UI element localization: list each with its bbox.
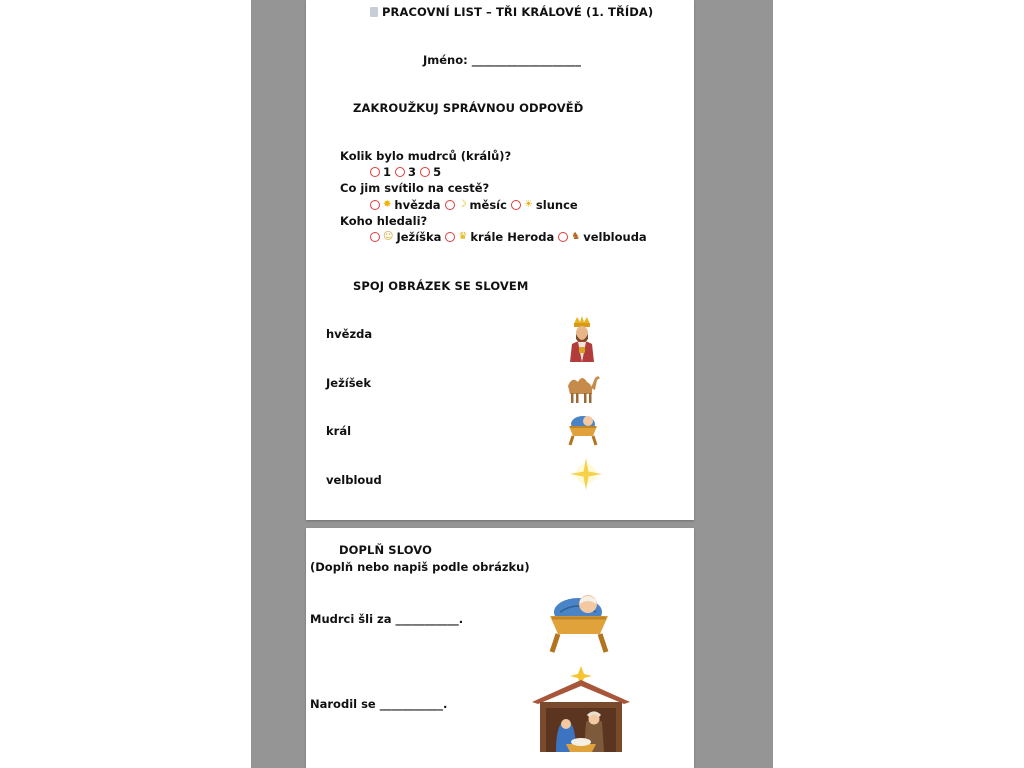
question-2: Co jim svítilo na cestě?	[340, 181, 490, 195]
circle-section-heading: ZAKROUŽKUJ SPRÁVNOU ODPOVĚĎ	[353, 101, 584, 115]
question-1: Kolik bylo mudrců (králů)?	[340, 149, 512, 163]
fill-line-1: Mudrci šli za ___________.	[310, 612, 464, 626]
worksheet-title: PRACOVNÍ LIST – TŘI KRÁLOVÉ (1. TŘÍDA)	[370, 5, 653, 19]
question-1-options	[370, 165, 441, 180]
circle-icon	[370, 200, 380, 210]
answer-option[interactable]: ☀ slunce	[511, 198, 578, 212]
crown-icon: ♛	[458, 231, 468, 242]
fill-section-heading: DOPLŇ SLOVO	[339, 543, 432, 557]
answer-option[interactable]: ☽ měsíc	[445, 198, 507, 212]
fill-section-subheading: (Doplň nebo napiš podle obrázku)	[310, 560, 530, 574]
answer-option[interactable]: 5	[420, 165, 441, 179]
circle-icon	[558, 232, 568, 242]
moon-icon: ☽	[457, 199, 467, 210]
circle-icon	[395, 167, 405, 177]
circle-icon	[445, 200, 455, 210]
match-section-heading: SPOJ OBRÁZEK SE SLOVEM	[353, 279, 529, 293]
answer-option[interactable]: ☺ Ježíška	[370, 230, 441, 244]
baby-icon: ☺	[383, 231, 394, 242]
manger-icon	[566, 412, 600, 446]
match-word: Ježíšek	[326, 376, 372, 390]
answer-option[interactable]: ✸ hvězda	[370, 198, 441, 212]
answer-option[interactable]: 1	[370, 165, 391, 179]
question-2-options	[370, 198, 578, 213]
star-icon: ✸	[383, 199, 392, 210]
document-icon	[370, 7, 378, 17]
match-word: král	[326, 424, 352, 438]
sun-icon: ☀	[523, 199, 533, 210]
answer-option[interactable]: ♛ krále Heroda	[445, 230, 554, 244]
manger-icon	[546, 588, 612, 654]
star-icon	[568, 456, 604, 492]
circle-icon	[445, 232, 455, 242]
question-3-options	[370, 230, 647, 245]
answer-option[interactable]: 3	[395, 165, 416, 179]
match-word: velbloud	[326, 473, 382, 487]
name-field: Jméno: ___________________	[423, 53, 582, 67]
circle-icon	[370, 232, 380, 242]
worksheet-page-1	[306, 0, 694, 520]
camel-icon	[564, 370, 602, 404]
circle-icon	[420, 167, 430, 177]
king-icon	[564, 314, 600, 362]
circle-icon	[370, 167, 380, 177]
circle-icon	[511, 200, 521, 210]
fill-line-2: Narodil se ___________.	[310, 697, 448, 711]
answer-option[interactable]: ♞ velblouda	[558, 230, 646, 244]
worksheet-page-2	[306, 528, 694, 768]
question-3: Koho hledali?	[340, 214, 428, 228]
match-word: hvězda	[326, 327, 373, 341]
camel-icon: ♞	[571, 231, 581, 242]
nativity-icon	[526, 666, 636, 756]
